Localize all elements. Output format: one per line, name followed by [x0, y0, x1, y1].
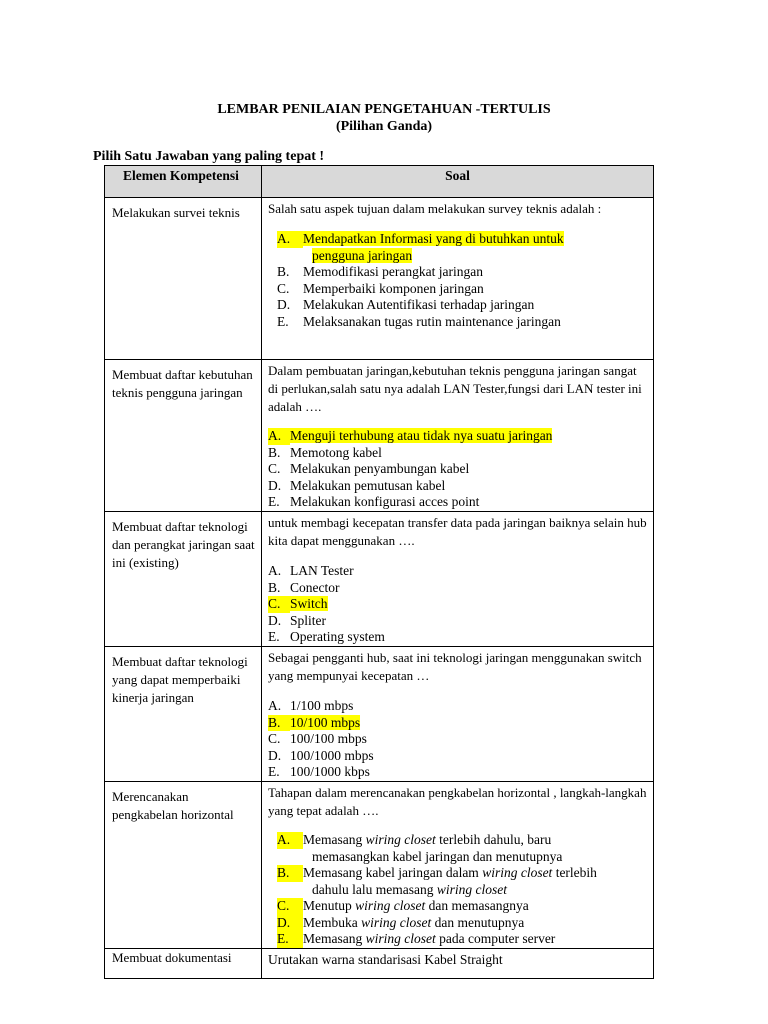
column-header-question: Soal	[262, 166, 654, 198]
question-text: untuk membagi kecepatan transfer data pada jaringan baiknya selain hub kita dapat menggunakan ….	[268, 514, 647, 548]
answer-option-e: E. Melakukan konfigurasi acces point	[268, 494, 480, 510]
competency-element: Melakukan survei teknis	[105, 198, 262, 360]
answer-option-a: A. Mendapatkan Informasi yang di butuhkan untuk pengguna jaringan	[277, 231, 564, 263]
answer-option-e: E. Operating system	[268, 629, 385, 645]
table-row	[105, 198, 654, 360]
page-subtitle: (Pilihan Ganda)	[335, 119, 433, 134]
competency-element: Merencanakan pengkabelan horizontal	[105, 781, 262, 948]
question-text: Urutakan warna standarisasi Kabel Straight	[268, 952, 503, 968]
answer-option-e: E. Melaksanakan tugas rutin maintenance jaringan	[277, 313, 561, 329]
answer-option-d: D. Melakukan pemutusan kabel	[268, 477, 446, 493]
answer-options	[268, 231, 647, 331]
question-text: Sebagai pengganti hub, saat ini teknologi jaringan menggunakan switch yang mempunyai kecepatan …	[268, 649, 642, 683]
table-row	[105, 781, 654, 948]
answer-options	[268, 832, 647, 948]
page-title: LEMBAR PENILAIAN PENGETAHUAN -TERTULIS	[217, 102, 551, 117]
table-row	[105, 646, 654, 781]
answer-option-c: C. Switch	[268, 596, 328, 612]
answer-option-b: B. Conector	[268, 579, 340, 595]
table-row	[105, 511, 654, 646]
answer-option-b: B. Memodifikasi perangkat jaringan	[277, 264, 483, 280]
answer-option-e: E. Memasang wiring closet pada computer server	[277, 931, 556, 947]
answer-options	[268, 698, 647, 781]
table-row	[105, 360, 654, 512]
answer-option-a: A. LAN Tester	[268, 562, 354, 578]
table-header-row	[105, 166, 654, 198]
column-header-element: Elemen Kompetensi	[105, 166, 262, 198]
instruction-text: Pilih Satu Jawaban yang paling tepat !	[93, 149, 325, 164]
answer-option-b: B. Memotong kabel	[268, 444, 382, 460]
answer-option-d: D. Melakukan Autentifikasi terhadap jaringan	[277, 297, 535, 313]
answer-option-c: C. Memperbaiki komponen jaringan	[277, 280, 484, 296]
answer-option-a: A. 1/100 mbps	[268, 697, 354, 713]
question-text: Tahapan dalam merencanakan pengkabelan horizontal , langkah-langkah yang tepat adalah ….	[268, 784, 647, 818]
table-row	[105, 949, 654, 979]
answer-option-a: A. Memasang wiring closet terlebih dahulu, baru memasangkan kabel jaringan dan menutupnya	[277, 831, 563, 864]
competency-element: Membuat dokumentasi	[105, 949, 262, 979]
competency-element: Membuat daftar teknologi yang dapat memperbaiki kinerja jaringan	[105, 646, 262, 781]
answer-options	[268, 563, 647, 646]
answer-option-b: B. Memasang kabel jaringan dalam wiring closet terlebih dahulu lalu memasang wiring closet	[277, 865, 597, 897]
answer-option-d: D. Spliter	[268, 612, 326, 628]
answer-option-d: D. 100/1000 mbps	[268, 747, 374, 763]
question-table	[104, 165, 654, 979]
answer-option-c: C. Menutup wiring closet dan memasangnya	[277, 898, 529, 914]
competency-element: Membuat daftar teknologi dan perangkat jaringan saat ini (existing)	[105, 511, 262, 646]
answer-option-c: C. 100/100 mbps	[268, 731, 367, 747]
answer-option-c: C. Melakukan penyambungan kabel	[268, 461, 470, 477]
answer-option-b: B. 10/100 mbps	[268, 714, 361, 730]
answer-option-d: D. Membuka wiring closet dan menutupnya	[277, 914, 525, 930]
competency-element: Membuat daftar kebutuhan teknis pengguna jaringan	[105, 360, 262, 512]
question-text: Dalam pembuatan jaringan,kebutuhan teknis pengguna jaringan sangat di perlukan,salah satu nya adalah LAN Tester,fungsi dari LAN tester ini adalah ….	[268, 363, 642, 414]
question-text: Salah satu aspek tujuan dalam melakukan survey teknis adalah :	[268, 201, 602, 216]
answer-option-a: A. Menguji terhubung atau tidak nya suatu jaringan	[268, 428, 553, 443]
answer-option-e: E. 100/1000 kbps	[268, 764, 370, 780]
answer-options	[268, 428, 647, 511]
